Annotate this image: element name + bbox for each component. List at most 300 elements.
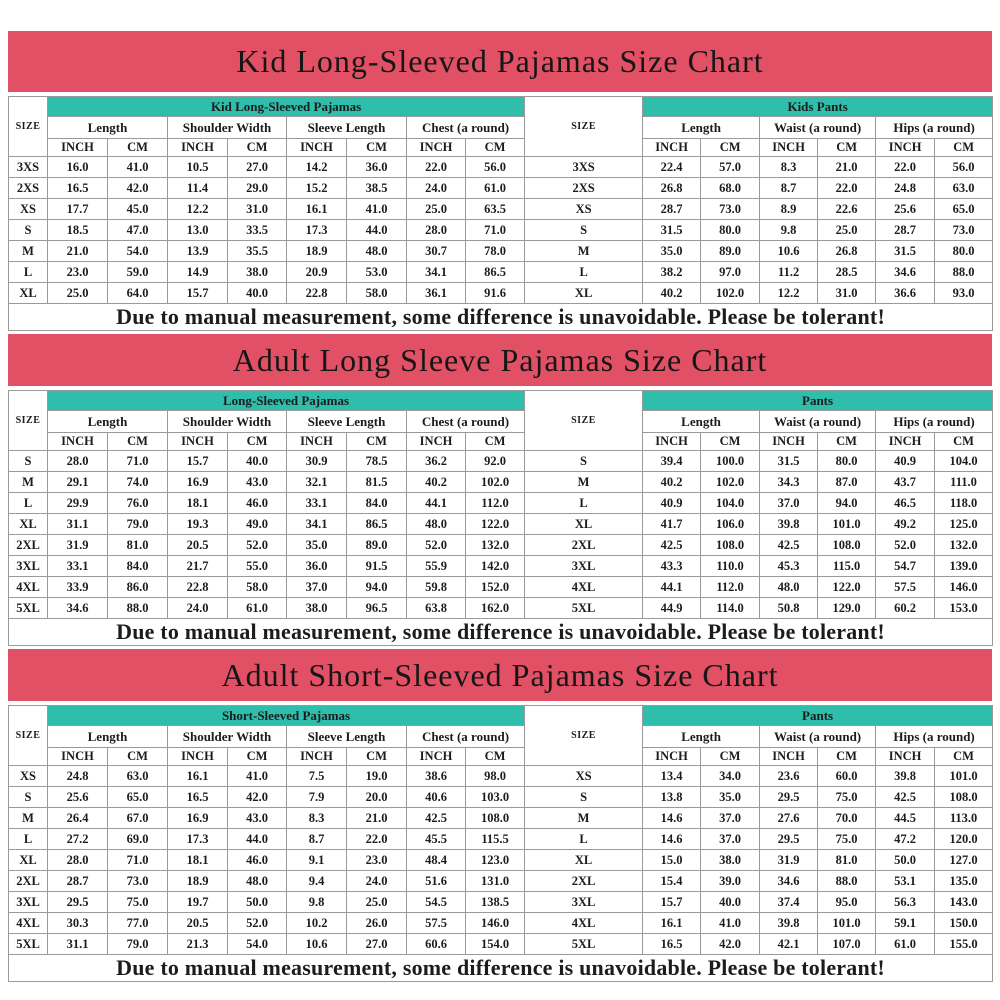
measurement-value: 39.8 xyxy=(876,766,935,787)
measurement-value: 8.7 xyxy=(760,178,818,199)
size-label: 5XL xyxy=(525,934,643,955)
unit-header-inch: INCH xyxy=(760,433,818,451)
section-title-banner xyxy=(8,649,992,701)
measurement-value: 41.0 xyxy=(701,913,760,934)
size-label: XL xyxy=(525,283,643,304)
measurement-value: 47.0 xyxy=(108,220,168,241)
measurement-value: 70.0 xyxy=(818,808,876,829)
measurement-value: 28.7 xyxy=(876,220,935,241)
size-chart-table xyxy=(8,96,993,331)
measurement-value: 123.0 xyxy=(466,850,525,871)
measurement-value: 35.5 xyxy=(228,241,287,262)
measurement-value: 43.0 xyxy=(228,472,287,493)
size-label: M xyxy=(9,472,48,493)
size-label: L xyxy=(525,829,643,850)
size-label: XL xyxy=(9,283,48,304)
size-column-header: SIZE xyxy=(9,391,48,451)
measurement-value: 41.7 xyxy=(643,514,701,535)
size-column-header: SIZE xyxy=(9,706,48,766)
measurement-value: 81.5 xyxy=(347,472,407,493)
measurement-value: 61.0 xyxy=(466,178,525,199)
size-label: L xyxy=(9,493,48,514)
measurement-value: 35.0 xyxy=(287,535,347,556)
measurement-value: 18.5 xyxy=(48,220,108,241)
measure-group-header: Length xyxy=(643,117,760,139)
measure-group-header: Waist (a round) xyxy=(760,411,876,433)
measurement-value: 86.5 xyxy=(466,262,525,283)
unit-header-inch: INCH xyxy=(48,748,108,766)
measurement-value: 58.0 xyxy=(228,577,287,598)
measurement-value: 16.9 xyxy=(168,472,228,493)
measure-group-header: Chest (a round) xyxy=(407,411,525,433)
table-row xyxy=(9,451,993,472)
measurement-value: 15.0 xyxy=(643,850,701,871)
table-row xyxy=(9,493,993,514)
measurement-value: 92.0 xyxy=(466,451,525,472)
size-label: 2XL xyxy=(525,871,643,892)
measurement-value: 21.0 xyxy=(818,157,876,178)
measurement-value: 44.5 xyxy=(876,808,935,829)
measurement-value: 14.6 xyxy=(643,808,701,829)
measure-group-header: Waist (a round) xyxy=(760,117,876,139)
measurement-value: 101.0 xyxy=(935,766,993,787)
measurement-value: 34.1 xyxy=(407,262,466,283)
measurement-value: 18.1 xyxy=(168,850,228,871)
measurement-value: 41.0 xyxy=(228,766,287,787)
size-label: 4XL xyxy=(525,913,643,934)
measure-group-header: Shoulder Width xyxy=(168,726,287,748)
measurement-value: 64.0 xyxy=(108,283,168,304)
measurement-value: 59.0 xyxy=(108,262,168,283)
measurement-value: 57.5 xyxy=(407,913,466,934)
measurement-value: 75.0 xyxy=(108,892,168,913)
measurement-value: 40.9 xyxy=(643,493,701,514)
measurement-value: 13.4 xyxy=(643,766,701,787)
size-label: M xyxy=(525,808,643,829)
measurement-value: 25.6 xyxy=(48,787,108,808)
measurement-value: 16.5 xyxy=(168,787,228,808)
size-label: 2XL xyxy=(9,871,48,892)
measurement-value: 65.0 xyxy=(935,199,993,220)
measurement-value: 131.0 xyxy=(466,871,525,892)
measurement-value: 73.0 xyxy=(701,199,760,220)
measurement-value: 12.2 xyxy=(760,283,818,304)
measurement-value: 106.0 xyxy=(701,514,760,535)
measurement-value: 37.0 xyxy=(760,493,818,514)
unit-header-inch: INCH xyxy=(48,139,108,157)
measurement-value: 56.0 xyxy=(935,157,993,178)
measurement-value: 48.4 xyxy=(407,850,466,871)
measurement-value: 30.3 xyxy=(48,913,108,934)
unit-header-inch: INCH xyxy=(876,139,935,157)
measurement-value: 7.9 xyxy=(287,787,347,808)
measurement-value: 84.0 xyxy=(108,556,168,577)
measurement-value: 129.0 xyxy=(818,598,876,619)
measurement-value: 77.0 xyxy=(108,913,168,934)
measurement-value: 58.0 xyxy=(347,283,407,304)
size-label: XS xyxy=(525,766,643,787)
measurement-value: 51.6 xyxy=(407,871,466,892)
measurement-value: 29.1 xyxy=(48,472,108,493)
unit-header-cm: CM xyxy=(228,139,287,157)
measurement-value: 115.5 xyxy=(466,829,525,850)
section-title-banner xyxy=(8,334,992,386)
measurement-value: 162.0 xyxy=(466,598,525,619)
measurement-value: 113.0 xyxy=(935,808,993,829)
measurement-value: 28.0 xyxy=(407,220,466,241)
measurement-value: 42.0 xyxy=(701,934,760,955)
measurement-value: 43.7 xyxy=(876,472,935,493)
measurement-value: 76.0 xyxy=(108,493,168,514)
measurement-value: 13.9 xyxy=(168,241,228,262)
measurement-value: 46.5 xyxy=(876,493,935,514)
measurement-value: 108.0 xyxy=(818,535,876,556)
measurement-value: 61.0 xyxy=(876,934,935,955)
measurement-value: 15.2 xyxy=(287,178,347,199)
measurement-value: 44.0 xyxy=(228,829,287,850)
measure-group-header: Length xyxy=(48,117,168,139)
measurement-value: 25.0 xyxy=(48,283,108,304)
size-label: M xyxy=(9,808,48,829)
unit-header-inch: INCH xyxy=(876,433,935,451)
section-title: Kid Long-Sleeved Pajamas Size Chart xyxy=(236,43,764,79)
measurement-value: 89.0 xyxy=(701,241,760,262)
measurement-value: 23.6 xyxy=(760,766,818,787)
size-label: M xyxy=(525,241,643,262)
measurement-value: 80.0 xyxy=(935,241,993,262)
measurement-value: 16.5 xyxy=(643,934,701,955)
measurement-disclaimer-note: Due to manual measurement, some difference is unavoidable. Please be tolerant! xyxy=(9,619,993,646)
measurement-value: 31.1 xyxy=(48,934,108,955)
measurement-value: 102.0 xyxy=(466,472,525,493)
measurement-value: 45.0 xyxy=(108,199,168,220)
measurement-value: 56.3 xyxy=(876,892,935,913)
measurement-value: 38.6 xyxy=(407,766,466,787)
measurement-value: 71.0 xyxy=(466,220,525,241)
measure-group-header: Length xyxy=(48,726,168,748)
measurement-value: 23.0 xyxy=(347,850,407,871)
measurement-value: 10.2 xyxy=(287,913,347,934)
measurement-value: 79.0 xyxy=(108,934,168,955)
measurement-disclaimer-note: Due to manual measurement, some difference is unavoidable. Please be tolerant! xyxy=(9,955,993,982)
measurement-value: 31.9 xyxy=(48,535,108,556)
measurement-value: 45.3 xyxy=(760,556,818,577)
unit-header-inch: INCH xyxy=(48,433,108,451)
measure-group-header: Hips (a round) xyxy=(876,726,993,748)
measurement-value: 16.5 xyxy=(48,178,108,199)
measure-group-header: Length xyxy=(643,411,760,433)
unit-header-inch: INCH xyxy=(643,433,701,451)
size-label: XS xyxy=(525,199,643,220)
measurement-value: 25.0 xyxy=(407,199,466,220)
unit-header-inch: INCH xyxy=(760,139,818,157)
measurement-value: 84.0 xyxy=(347,493,407,514)
measurement-value: 31.5 xyxy=(643,220,701,241)
measurement-disclaimer-note: Due to manual measurement, some difference is unavoidable. Please be tolerant! xyxy=(9,304,993,331)
unit-header-cm: CM xyxy=(108,139,168,157)
measurement-value: 33.5 xyxy=(228,220,287,241)
measurement-value: 40.0 xyxy=(228,283,287,304)
table-row xyxy=(9,787,993,808)
measurement-value: 50.0 xyxy=(876,850,935,871)
measurement-value: 10.5 xyxy=(168,157,228,178)
measurement-value: 16.1 xyxy=(168,766,228,787)
size-label: 4XL xyxy=(9,577,48,598)
unit-header-cm: CM xyxy=(347,433,407,451)
size-label: 2XL xyxy=(525,535,643,556)
table-row xyxy=(9,850,993,871)
measurement-value: 26.8 xyxy=(643,178,701,199)
measurement-value: 27.2 xyxy=(48,829,108,850)
measurement-value: 39.8 xyxy=(760,913,818,934)
unit-header-inch: INCH xyxy=(168,433,228,451)
measurement-value: 36.2 xyxy=(407,451,466,472)
measurement-value: 27.6 xyxy=(760,808,818,829)
measurement-value: 110.0 xyxy=(701,556,760,577)
measurement-value: 73.0 xyxy=(935,220,993,241)
measurement-value: 26.8 xyxy=(818,241,876,262)
garment-table-header: Long-Sleeved Pajamas xyxy=(48,391,525,411)
size-label: M xyxy=(9,241,48,262)
measurement-value: 79.0 xyxy=(108,514,168,535)
measurement-value: 22.4 xyxy=(643,157,701,178)
measurement-value: 24.8 xyxy=(48,766,108,787)
measurement-value: 15.7 xyxy=(643,892,701,913)
measurement-value: 55.9 xyxy=(407,556,466,577)
measurement-value: 19.7 xyxy=(168,892,228,913)
size-label: S xyxy=(525,451,643,472)
measure-group-header: Hips (a round) xyxy=(876,117,993,139)
measurement-value: 86.0 xyxy=(108,577,168,598)
measurement-value: 63.0 xyxy=(935,178,993,199)
measurement-value: 22.0 xyxy=(407,157,466,178)
measurement-value: 46.0 xyxy=(228,850,287,871)
measurement-value: 18.1 xyxy=(168,493,228,514)
measurement-value: 27.0 xyxy=(228,157,287,178)
measurement-value: 122.0 xyxy=(818,577,876,598)
measurement-value: 71.0 xyxy=(108,850,168,871)
size-label: XL xyxy=(525,514,643,535)
measurement-value: 20.0 xyxy=(347,787,407,808)
table-row xyxy=(9,535,993,556)
measurement-value: 107.0 xyxy=(818,934,876,955)
measurement-value: 28.7 xyxy=(643,199,701,220)
measurement-value: 25.0 xyxy=(818,220,876,241)
measurement-value: 44.0 xyxy=(347,220,407,241)
measurement-value: 81.0 xyxy=(818,850,876,871)
measurement-value: 81.0 xyxy=(108,535,168,556)
measurement-value: 26.0 xyxy=(347,913,407,934)
measurement-value: 63.8 xyxy=(407,598,466,619)
measurement-value: 17.7 xyxy=(48,199,108,220)
measurement-value: 9.8 xyxy=(760,220,818,241)
unit-header-cm: CM xyxy=(347,748,407,766)
table-row xyxy=(9,829,993,850)
measurement-value: 32.1 xyxy=(287,472,347,493)
measurement-value: 29.5 xyxy=(760,787,818,808)
measurement-value: 94.0 xyxy=(818,493,876,514)
unit-header-inch: INCH xyxy=(407,139,466,157)
measurement-value: 18.9 xyxy=(168,871,228,892)
measurement-value: 26.4 xyxy=(48,808,108,829)
table-row xyxy=(9,577,993,598)
table-row xyxy=(9,766,993,787)
size-label: L xyxy=(9,829,48,850)
measurement-value: 31.0 xyxy=(228,199,287,220)
measurement-value: 69.0 xyxy=(108,829,168,850)
measurement-value: 31.1 xyxy=(48,514,108,535)
unit-header-cm: CM xyxy=(108,748,168,766)
table-row xyxy=(9,472,993,493)
measurement-value: 56.0 xyxy=(466,157,525,178)
size-label: 5XL xyxy=(9,934,48,955)
measurement-value: 71.0 xyxy=(108,451,168,472)
measurement-value: 111.0 xyxy=(935,472,993,493)
unit-header-cm: CM xyxy=(818,139,876,157)
measurement-value: 8.3 xyxy=(287,808,347,829)
measurement-value: 38.2 xyxy=(643,262,701,283)
measurement-value: 48.0 xyxy=(407,514,466,535)
measurement-value: 21.0 xyxy=(48,241,108,262)
measurement-value: 54.5 xyxy=(407,892,466,913)
measurement-value: 49.0 xyxy=(228,514,287,535)
measurement-value: 36.6 xyxy=(876,283,935,304)
measurement-value: 33.1 xyxy=(48,556,108,577)
measurement-value: 35.0 xyxy=(643,241,701,262)
measurement-value: 50.0 xyxy=(228,892,287,913)
measurement-value: 152.0 xyxy=(466,577,525,598)
size-label: XS xyxy=(9,766,48,787)
garment-table-header: Short-Sleeved Pajamas xyxy=(48,706,525,726)
measurement-value: 53.1 xyxy=(876,871,935,892)
measurement-value: 33.9 xyxy=(48,577,108,598)
measurement-value: 19.3 xyxy=(168,514,228,535)
measurement-value: 95.0 xyxy=(818,892,876,913)
unit-header-cm: CM xyxy=(701,139,760,157)
unit-header-cm: CM xyxy=(466,433,525,451)
measurement-value: 14.2 xyxy=(287,157,347,178)
measure-group-header: Chest (a round) xyxy=(407,726,525,748)
size-label: 2XS xyxy=(9,178,48,199)
measurement-value: 42.5 xyxy=(407,808,466,829)
unit-header-cm: CM xyxy=(228,433,287,451)
size-label: 3XL xyxy=(9,892,48,913)
measurement-value: 40.2 xyxy=(643,472,701,493)
measurement-value: 34.0 xyxy=(701,766,760,787)
measurement-value: 21.0 xyxy=(347,808,407,829)
measurement-value: 8.3 xyxy=(760,157,818,178)
measurement-value: 41.0 xyxy=(108,157,168,178)
measure-group-header: Sleeve Length xyxy=(287,411,407,433)
measurement-value: 146.0 xyxy=(935,577,993,598)
measurement-value: 39.4 xyxy=(643,451,701,472)
measure-group-header: Waist (a round) xyxy=(760,726,876,748)
measure-group-header: Length xyxy=(643,726,760,748)
measurement-value: 42.5 xyxy=(643,535,701,556)
size-label: XL xyxy=(9,514,48,535)
measurement-value: 48.0 xyxy=(760,577,818,598)
unit-header-inch: INCH xyxy=(407,748,466,766)
measurement-value: 52.0 xyxy=(876,535,935,556)
size-label: XL xyxy=(9,850,48,871)
measurement-value: 28.5 xyxy=(818,262,876,283)
measurement-value: 39.8 xyxy=(760,514,818,535)
measurement-value: 97.0 xyxy=(701,262,760,283)
measurement-value: 21.3 xyxy=(168,934,228,955)
table-row xyxy=(9,157,993,178)
measurement-value: 127.0 xyxy=(935,850,993,871)
measurement-value: 108.0 xyxy=(466,808,525,829)
measurement-value: 91.6 xyxy=(466,283,525,304)
measurement-value: 80.0 xyxy=(701,220,760,241)
measurement-value: 155.0 xyxy=(935,934,993,955)
measure-group-header: Shoulder Width xyxy=(168,117,287,139)
measurement-value: 43.3 xyxy=(643,556,701,577)
unit-header-inch: INCH xyxy=(643,139,701,157)
measurement-value: 36.0 xyxy=(287,556,347,577)
size-label: 4XL xyxy=(525,577,643,598)
measurement-value: 10.6 xyxy=(287,934,347,955)
measurement-value: 146.0 xyxy=(466,913,525,934)
measurement-value: 36.1 xyxy=(407,283,466,304)
unit-header-cm: CM xyxy=(818,748,876,766)
measurement-value: 98.0 xyxy=(466,766,525,787)
measurement-value: 80.0 xyxy=(818,451,876,472)
measurement-value: 42.1 xyxy=(760,934,818,955)
measurement-value: 36.0 xyxy=(347,157,407,178)
measurement-value: 87.0 xyxy=(818,472,876,493)
measurement-value: 16.9 xyxy=(168,808,228,829)
measurement-value: 153.0 xyxy=(935,598,993,619)
measurement-value: 40.0 xyxy=(228,451,287,472)
measurement-value: 52.0 xyxy=(228,913,287,934)
size-label: 3XL xyxy=(525,556,643,577)
measurement-value: 37.0 xyxy=(701,829,760,850)
measurement-value: 11.2 xyxy=(760,262,818,283)
pants-table-header: Pants xyxy=(643,706,993,726)
measurement-value: 16.1 xyxy=(287,199,347,220)
size-label: 5XL xyxy=(525,598,643,619)
measurement-value: 63.5 xyxy=(466,199,525,220)
measurement-value: 17.3 xyxy=(287,220,347,241)
measurement-value: 39.0 xyxy=(701,871,760,892)
size-label: S xyxy=(9,220,48,241)
measurement-value: 104.0 xyxy=(701,493,760,514)
measurement-value: 34.1 xyxy=(287,514,347,535)
measurement-value: 44.9 xyxy=(643,598,701,619)
table-row xyxy=(9,199,993,220)
measurement-value: 28.0 xyxy=(48,451,108,472)
unit-header-inch: INCH xyxy=(760,748,818,766)
unit-header-inch: INCH xyxy=(287,748,347,766)
table-row xyxy=(9,892,993,913)
garment-table-header: Kid Long-Sleeved Pajamas xyxy=(48,97,525,117)
measurement-value: 57.5 xyxy=(876,577,935,598)
measurement-value: 86.5 xyxy=(347,514,407,535)
measurement-value: 74.0 xyxy=(108,472,168,493)
measurement-value: 18.9 xyxy=(287,241,347,262)
measurement-value: 31.5 xyxy=(760,451,818,472)
unit-header-cm: CM xyxy=(935,139,993,157)
size-label: 2XS xyxy=(525,178,643,199)
measurement-value: 53.0 xyxy=(347,262,407,283)
measurement-value: 34.3 xyxy=(760,472,818,493)
measurement-value: 38.0 xyxy=(701,850,760,871)
measurement-value: 101.0 xyxy=(818,913,876,934)
unit-header-inch: INCH xyxy=(407,433,466,451)
measurement-value: 29.9 xyxy=(48,493,108,514)
measurement-value: 22.6 xyxy=(818,199,876,220)
